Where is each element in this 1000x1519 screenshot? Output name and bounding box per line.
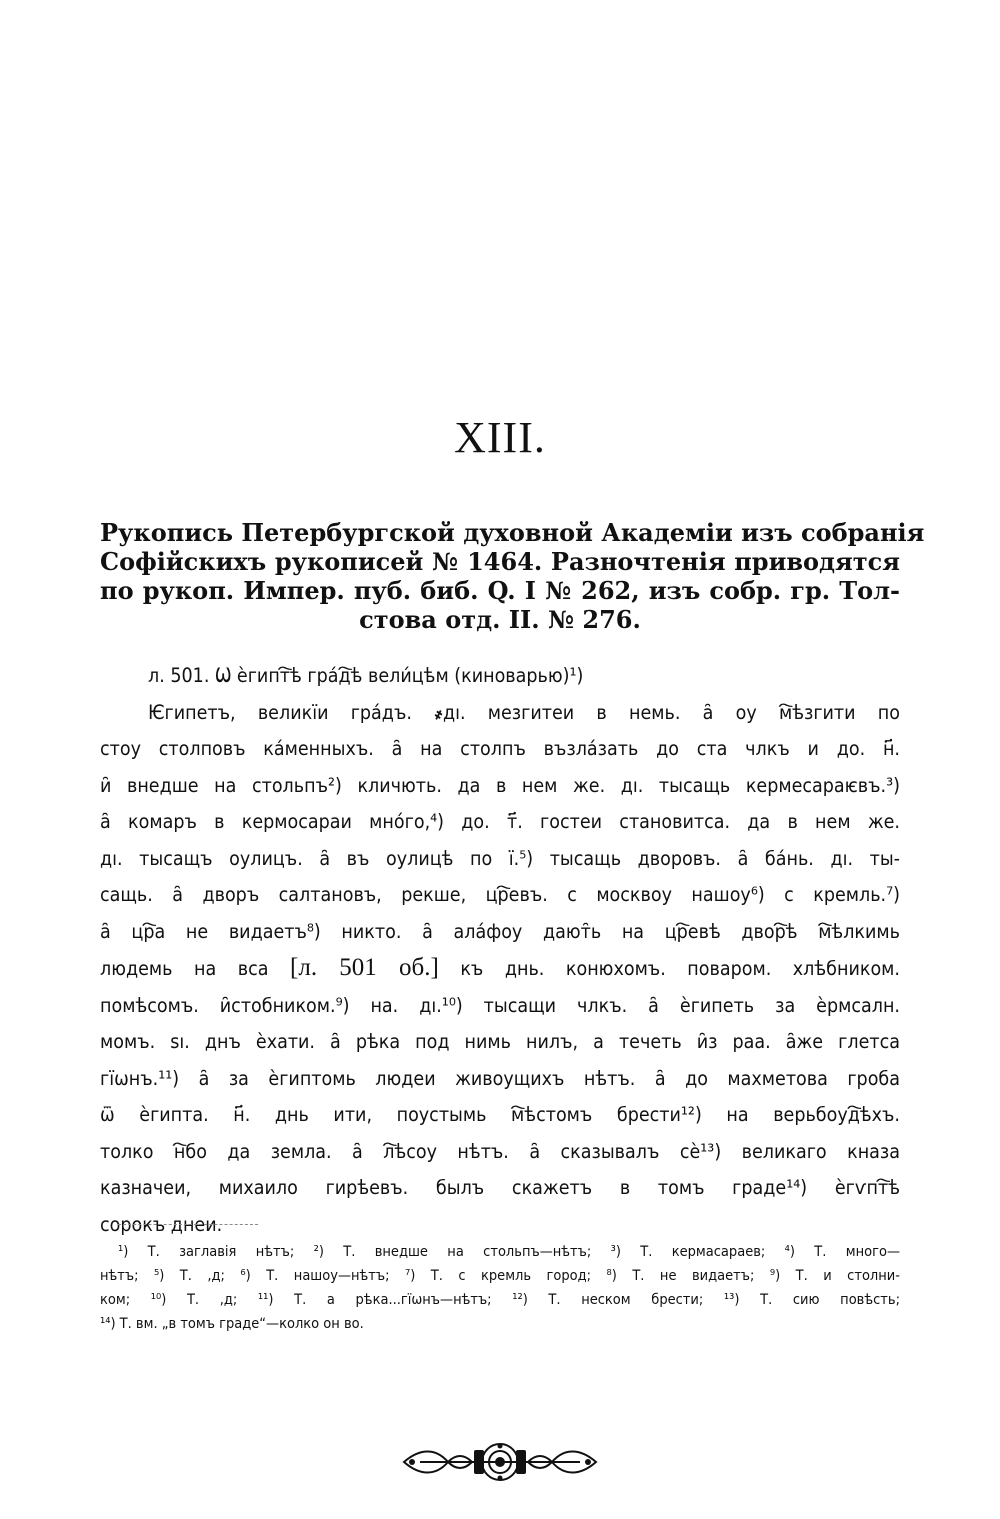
folio-reference: [л. 501 об.] <box>290 954 439 981</box>
text-line: момъ. ѕı. днъ ѐхати. а̑ рѣка под нимь нилъ, а течеть и̑з раа. а̑же глетса <box>100 1030 900 1053</box>
footnote-line: нѣтъ; ⁵) Т. ,д; ⁶) Т. нашоу—нѣтъ; ⁷) Т. с кремль город; ⁸) Т. не видаетъ; ⁹) Т. и столни- <box>100 1268 900 1284</box>
footnotes <box>100 1240 900 1336</box>
text-line: помѣсомъ. и̑стобником.⁹) на. дı.¹⁰) тысащи члкъ. а̑ ѐгипеть за ѐрмсалн. <box>100 993 900 1017</box>
heading-line: стова отд. II. № 276. <box>359 605 641 634</box>
text-line: гїѡнъ.¹¹) а̑ за ѐгиптомь людеи живоущихъ нѣтъ. а̑ до махметова гроба <box>100 1066 900 1090</box>
text-line: а̑ цр҇а не видаетъ⁸) никто. а̑ ала́фоу дают̑ь на цр҇евѣ двор҇ѣ м҇ѣлкимь <box>100 919 900 943</box>
footnote-line: ¹) Т. заглавія нѣтъ; ²) Т. внедше на стольпъ—нѣтъ; ³) Т. кермасараев; ⁴) Т. много— <box>118 1244 900 1260</box>
text-line: и̑ внедше на стольпъ²) кличють. да в нем же. дı. тысащь кермесараѥвъ.³) <box>100 773 900 797</box>
text-line: л. 501. Ѡ ѐгипт҇ѣ гра́д҇ѣ вели́цѣм (киноварью)¹) <box>148 664 584 687</box>
text-line: казначеи, михаило гирѣевъ. былъ скажетъ в томъ граде¹⁴) ѐгѵпт҇ѣ <box>100 1176 900 1199</box>
heading-line: Рукопись Петербургской духовной Академіи изъ собранія <box>100 518 925 547</box>
footnote-line: ком; ¹⁰) Т. ,д; ¹¹) Т. а рѣка...гїѡнъ—нѣтъ; ¹²) Т. неском брести; ¹³) Т. сию повѣсть; <box>100 1292 900 1308</box>
manuscript-text <box>100 658 900 1243</box>
text-line: сащь. а̑ дворъ салтановъ, рекше, цр҇евъ. с москвоу нашоу⁶) с кремль.⁷) <box>100 883 900 906</box>
heading-line: по рукоп. Импер. пуб. биб. Q. I № 262, изъ собр. гр. Тол- <box>100 576 900 605</box>
text-line: Ѥгипетъ, великїи гра́дъ. ҂дı. мезгитеи в немь. а̑ оу м҇ѣзгити по <box>148 700 900 724</box>
text-line: дı. тысащъ оулицъ. а̑ въ оулицѣ по ї.⁵) тысащь дворовъ. а̑ ба́нь. дı. ты- <box>100 846 900 870</box>
footnote-divider <box>118 1224 258 1225</box>
text-line: сорокъ днеи. <box>100 1212 223 1236</box>
text-line: ѿ ѐгипта. н҃. днь ити, поустымь м҇ѣстомъ брести¹²) на верьбоуд҇ѣхъ. <box>100 1103 900 1126</box>
heading-line: Софійскихъ рукописей № 1464. Разночтенія приводятся <box>100 547 900 576</box>
section-heading <box>100 518 925 634</box>
footnote-line: ¹⁴) Т. вм. „в томъ граде“—колко он во. <box>100 1316 364 1332</box>
text-line: стоу столповъ ка́менныхъ. а̑ на столпъ възла́зать до ста члкъ и до. н҃. <box>100 737 900 760</box>
text-line: толко н҇бо да земла. а̑ л҇ѣсоу нѣтъ. а̑ сказывалъ сѐ¹³) великаго кназа <box>100 1139 900 1163</box>
text-line: людемь на вса [л. 501 об.] къ днь. конюхомъ. поваром. хлѣбником. <box>100 954 900 981</box>
chapter-number: XIII. <box>454 413 546 462</box>
text-line: а̑ комаръ в кермосараи мно́го,⁴) до. т҃. гостеи становитса. да в нем же. <box>100 810 900 833</box>
tailpiece-ornament-icon <box>400 1440 600 1484</box>
